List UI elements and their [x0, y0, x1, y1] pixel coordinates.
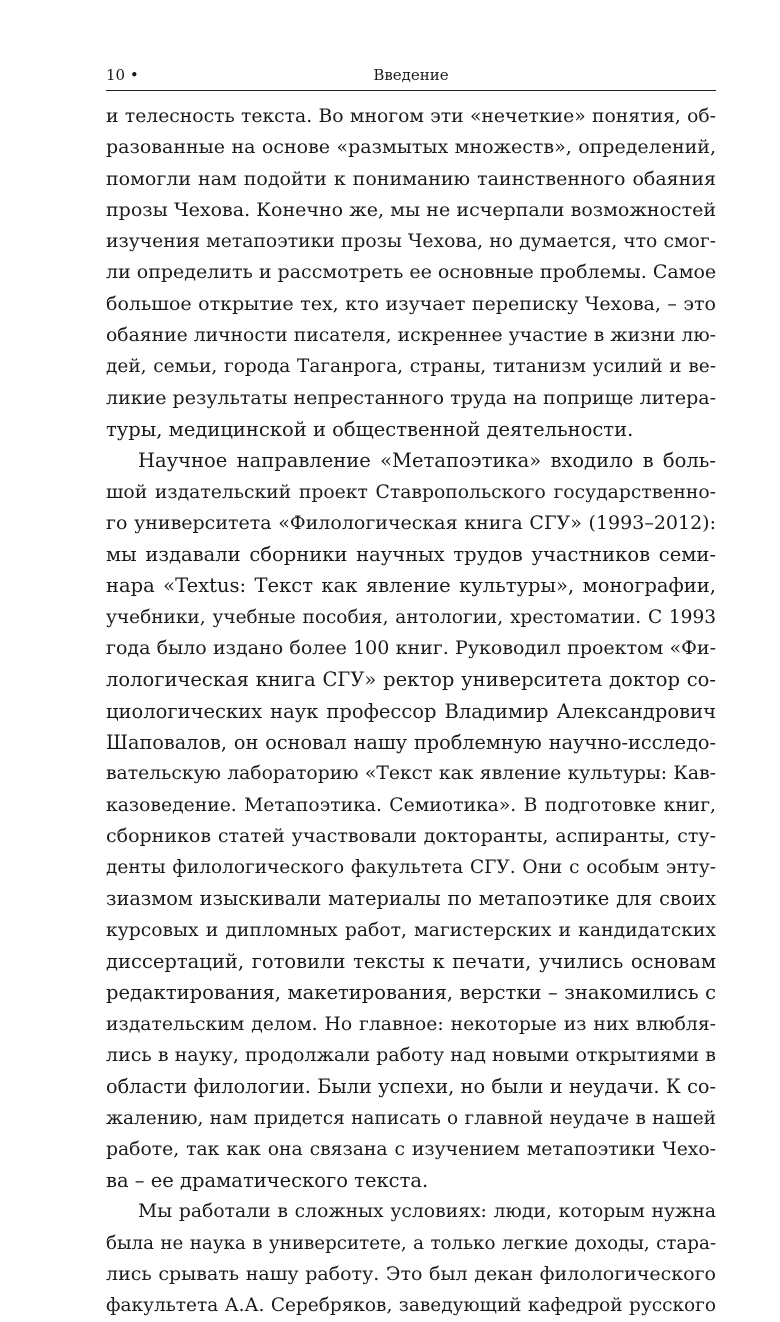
- text-line: лологическая книга СГУ» ректор университета доктор со-: [106, 668, 716, 692]
- text-line: вательскую лабораторию «Текст как явление культуры: Кав-: [106, 763, 716, 785]
- text-line: жалению, нам придется написать о главной неудаче в нашей: [106, 1107, 716, 1129]
- text-line: нара «Textus: Текст как явление культуры», монографии,: [106, 574, 716, 598]
- text-line: ва – ее драматического текста.: [106, 1169, 429, 1193]
- text-line: области филологии. Были успехи, но были и неудачи. К со-: [106, 1075, 716, 1099]
- text-line: разованные на основе «размытых множеств», определений,: [106, 136, 716, 159]
- text-line: дей, семьи, города Таганрога, страны, титанизм усилий и ве-: [106, 356, 716, 378]
- running-head: [106, 60, 716, 91]
- text-line: издательским делом. Но главное: некоторые из них влюбля-: [106, 1013, 716, 1035]
- text-line: зиазмом изыскивали материалы по метапоэтике для своих: [106, 887, 716, 911]
- text-line: казоведение. Метапоэтика. Семиотика». В подготовке книг,: [106, 794, 716, 816]
- text-line: ли определить и рассмотреть ее основные проблемы. Самое: [106, 261, 716, 284]
- text-line: года было издано более 100 книг. Руководил проектом «Фи-: [106, 637, 716, 660]
- text-line: Мы работали в сложных условиях: люди, которым нужна: [138, 1201, 716, 1223]
- text-line: диссертаций, готовили тексты к печати, учились основам: [106, 950, 716, 974]
- text-line: мы издавали сборники научных трудов участников семи-: [106, 543, 716, 567]
- text-line: туры, медицинской и общественной деятельности.: [106, 417, 634, 441]
- text-line: сборников статей участвовали докторанты, аспиранты, сту-: [106, 824, 716, 847]
- text-line: ликие результаты непрестанного труда на поприще литера-: [106, 386, 716, 409]
- section-title: Введение: [373, 66, 449, 84]
- text-line: изучения метапоэтики прозы Чехова, но думается, что смог-: [106, 231, 716, 253]
- text-line: и телесность текста. Во многом эти «нечеткие» понятия, об-: [106, 106, 716, 127]
- text-line: факультета А.А. Серебряков, заведующий кафедрой русского: [106, 1295, 716, 1317]
- text-line: Шаповалов, он основал нашу проблемную научно-исследо-: [106, 730, 716, 754]
- text-line: редактирования, макетирования, верстки – знакомились с: [106, 981, 716, 1005]
- text-line: циологических наук профессор Владимир Александрович: [106, 699, 716, 723]
- page-number: 10 •: [106, 66, 139, 84]
- text-line: работе, так как она связана с изучением метапоэтики Чехо-: [106, 1138, 716, 1160]
- book-page: [106, 60, 716, 1322]
- text-line: Научное направление «Метапоэтика» входило в боль-: [138, 449, 716, 473]
- text-line: большое открытие тех, кто изучает переписку Чехова, – это: [106, 292, 716, 315]
- text-line: помогли нам подойти к пониманию таинственного обаяния: [106, 167, 716, 190]
- paragraph: [106, 101, 716, 445]
- text-line: го университета «Филологическая книга СГУ» (1993–2012):: [106, 511, 716, 534]
- text-line: была не наука в университете, а только легкие доходы, стара-: [106, 1232, 716, 1254]
- text-line: лись в науку, продолжали работу над новыми открытиями в: [106, 1043, 716, 1066]
- text-line: курсовых и дипломных работ, магистерских и кандидатских: [106, 919, 716, 941]
- text-line: прозы Чехова. Конечно же, мы не исчерпали возможностей: [106, 198, 716, 221]
- body-text: [106, 101, 716, 1322]
- text-line: обаяние личности писателя, искреннее участие в жизни лю-: [106, 325, 716, 347]
- paragraph: [106, 445, 716, 1196]
- text-line: денты филологического факультета СГУ. Они с особым энту-: [106, 857, 716, 879]
- text-line: учебники, учебные пособия, антологии, хрестоматии. С 1993: [106, 606, 716, 628]
- text-line: лись срывать нашу работу. Это был декан филологического: [106, 1262, 716, 1285]
- paragraph: [106, 1196, 716, 1321]
- text-line: шой издательский проект Ставропольского государственно-: [106, 481, 716, 503]
